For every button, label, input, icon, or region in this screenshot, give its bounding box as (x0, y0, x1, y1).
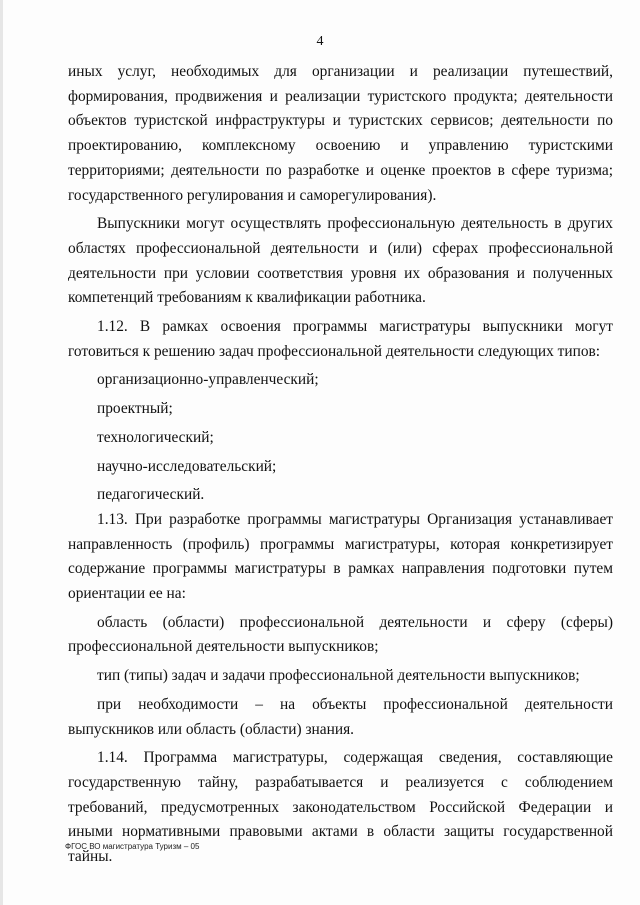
list-item-orientation-1: область (области) профессиональной деятельности и сферу (сферы) профессиональной деятельности выпускников; (68, 613, 613, 656)
page-number: 4 (316, 34, 324, 49)
list-item-orientation-2: тип (типы) задач и задачи профессиональной деятельности выпускников; (97, 667, 580, 685)
document-body (68, 60, 613, 870)
paragraph-1-13: 1.13. При разработке программы магистратуры Организация устанавливает направленность (профиль) программы магистратуры, которая конкретизирует содержание программы магистратуры в рамках направления подготовки путем ориентации ее на: (68, 510, 613, 603)
paragraph-1-14: 1.14. Программа магистратуры, содержащая сведения, составляющие государственную тайну, разрабатывается и реализуется с соблюдением требований, предусмотренных законодательством Российской Федерации и иными нормативными правовыми актами в области защиты государственной тайны. (68, 749, 613, 866)
list-item-orientation-3: при необходимости – на объекты профессиональной деятельности выпускников или область (области) знания. (68, 695, 613, 738)
scan-edge (0, 0, 3, 905)
paragraph-graduates: Выпускники могут осуществлять профессиональную деятельность в других областях профессиональной деятельности и (или) сферах профессиональной деятельности при условии соответствия уровня их образования и полученных компетенций требованиям к квалификации работника. (68, 215, 613, 307)
list-item-type-3: технологический; (97, 428, 214, 446)
list-item-type-1: организационно-управленческий; (97, 371, 319, 389)
paragraph-1-12: 1.12. В рамках освоения программы магистратуры выпускники могут готовиться к решению задач профессиональной деятельности следующих типов: (68, 318, 613, 360)
list-item-type-5: педагогический. (97, 486, 205, 504)
footer-text: ФГОС ВО магистратура Туризм – 05 (65, 842, 200, 851)
paragraph-continuation: иных услуг, необходимых для организации и реализации путешествий, формирования, продвижения и реализации туристского продукта; деятельности объектов туристской инфраструктуры и туристских сервисов; деятельности по проектированию, комплексному освоению и управлению туристскими территориями; деятельности по разработке и оценке проектов в сфере туризма; государственного регулирования и саморегулирования). (68, 63, 613, 204)
list-item-type-2: проектный; (97, 400, 173, 418)
list-item-type-4: научно-исследовательский; (97, 457, 277, 475)
